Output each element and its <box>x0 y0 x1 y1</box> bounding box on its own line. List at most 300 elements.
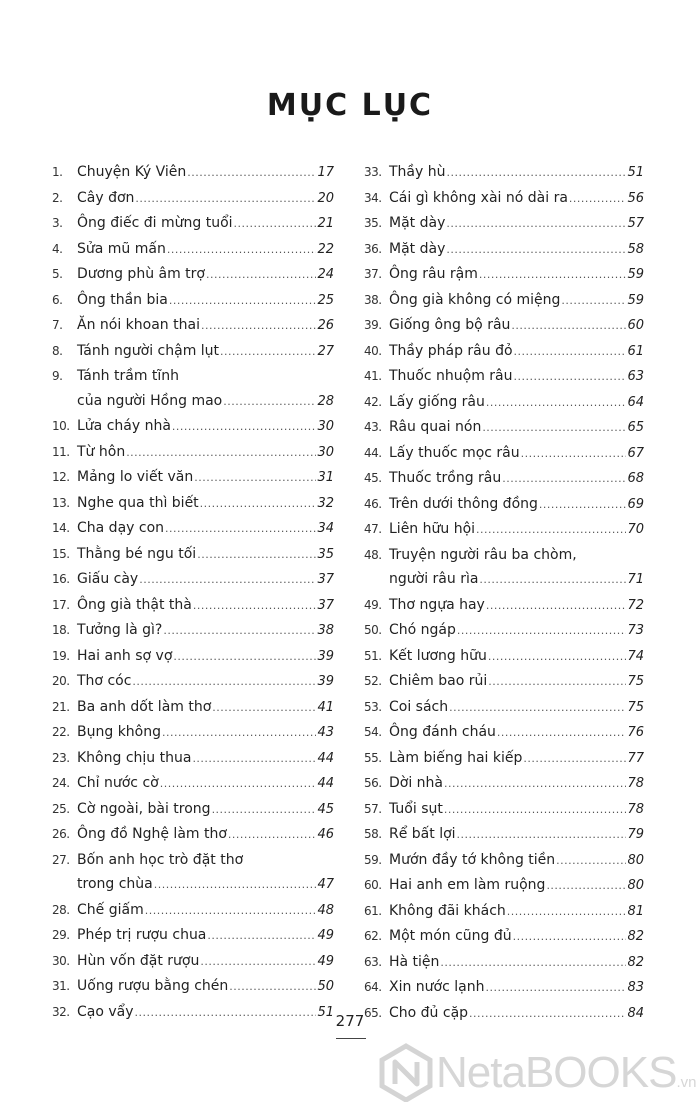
toc-entry-line <box>389 873 644 899</box>
toc-entry-title: Ông già thật thà <box>77 596 192 613</box>
toc-entry-line <box>389 771 644 797</box>
toc-entry-title: Phép trị rượu chua <box>77 927 207 943</box>
toc-entry <box>52 186 334 212</box>
toc-entry-title: Mướn đầy tớ không tiền <box>389 851 556 868</box>
dot-leader <box>523 747 626 772</box>
toc-entry-title: Tánh người chậm lụt <box>77 342 220 359</box>
toc-entry-page: 73 <box>627 623 644 638</box>
toc-entry-line <box>389 237 644 263</box>
toc-entry-number: 12. <box>52 470 70 484</box>
toc-entry-line <box>77 822 334 848</box>
toc-entry-title: Kết lương hữu <box>389 647 487 664</box>
toc-entry-number: 27. <box>52 852 70 867</box>
toc-entry-title: Xin nước lạnh <box>389 979 485 995</box>
toc-entry-body <box>77 720 334 746</box>
toc-entry-page: 82 <box>627 954 644 970</box>
toc-entry-title: Hà tiện <box>389 953 440 970</box>
toc-entry-number: 53. <box>364 699 382 714</box>
toc-entry-line <box>389 644 644 670</box>
dot-leader <box>172 415 317 440</box>
toc-entry-title: Thuốc nhuộm râu <box>389 368 513 384</box>
toc-entry-line <box>389 466 644 492</box>
toc-entry-line <box>389 211 644 237</box>
toc-entry <box>364 618 644 644</box>
toc-entry <box>364 186 644 212</box>
toc-entry-line <box>389 746 644 772</box>
toc-entry-page: 58 <box>627 241 644 257</box>
toc-entry-number: 65. <box>364 1005 382 1020</box>
toc-entry <box>364 288 644 314</box>
toc-entry-body <box>389 364 644 390</box>
toc-entry-title: Truyện người râu ba chòm, <box>389 546 577 563</box>
toc-entry-number: 28. <box>52 902 70 917</box>
toc-entry-number: 35. <box>364 216 382 230</box>
toc-entry <box>364 950 644 976</box>
toc-entry-line <box>389 618 644 644</box>
dot-leader <box>160 772 317 797</box>
toc-entry-number: 26. <box>52 827 70 841</box>
dot-leader <box>220 340 316 365</box>
toc-entry-number: 43. <box>364 420 382 434</box>
toc-entry-line <box>77 364 334 389</box>
toc-entry-line <box>77 797 334 823</box>
toc-entry <box>52 771 334 797</box>
toc-entry-page: 64 <box>627 394 644 410</box>
watermark-text <box>436 1048 696 1098</box>
dot-leader <box>162 721 316 746</box>
dot-leader <box>165 517 316 542</box>
toc-entry-number: 16. <box>52 572 70 586</box>
toc-entry-line <box>389 695 644 721</box>
toc-entry-line <box>77 746 334 772</box>
toc-entry-title: Từ hôn <box>77 443 126 460</box>
toc-entry-page: 21 <box>317 216 334 231</box>
toc-entry-page: 56 <box>627 190 644 206</box>
toc-entry-body <box>77 211 334 237</box>
dot-leader <box>444 798 627 823</box>
toc-entry-number: 44. <box>364 445 382 460</box>
toc-entry-title: Giống ông bộ râu <box>389 317 511 333</box>
toc-entry-body <box>77 414 334 440</box>
toc-entry-body <box>77 669 334 695</box>
toc-entry-number: 48. <box>364 547 382 562</box>
toc-entry-title: Thuốc trồng râu <box>389 470 502 486</box>
toc-entry-page: 44 <box>317 750 334 766</box>
toc-entry-title: Chó ngáp <box>389 622 456 638</box>
toc-entry-title: Chế giấm <box>77 901 144 918</box>
toc-entry-page: 74 <box>627 648 644 664</box>
toc-entry-body <box>77 288 334 314</box>
toc-entry-page: 30 <box>317 444 334 460</box>
toc-entry-number: 39. <box>364 318 382 332</box>
toc-entry <box>364 720 644 746</box>
toc-entry-body <box>389 313 644 339</box>
toc-entry-body <box>77 364 334 414</box>
toc-entry-body <box>77 771 334 797</box>
toc-entry-body <box>389 975 644 1001</box>
toc-entry-number: 10. <box>52 419 70 433</box>
toc-entry-title: người râu rìa <box>389 571 479 587</box>
toc-entry-line <box>389 262 644 288</box>
toc-entry-title: Hai anh sợ vợ <box>77 647 173 664</box>
toc-entry-number: 36. <box>364 241 382 256</box>
toc-entry-title: Chiêm bao rủi <box>389 673 488 689</box>
toc-entry-page: 45 <box>317 801 334 817</box>
toc-entry <box>52 542 334 568</box>
toc-entry-body <box>77 797 334 823</box>
toc-entry <box>52 211 334 237</box>
dot-leader <box>139 568 316 593</box>
toc-entry-line <box>389 848 644 874</box>
dot-leader <box>440 951 626 976</box>
toc-entry-body <box>389 211 644 237</box>
dot-leader <box>447 161 627 186</box>
toc-entry-page: 80 <box>627 878 644 893</box>
toc-entry-number: 37. <box>364 267 382 281</box>
toc-entry-line <box>77 898 334 924</box>
toc-entry-title: Hùn vốn đặt rượu <box>77 952 200 969</box>
toc-entry-line <box>389 543 644 568</box>
toc-entry-number: 1. <box>52 165 63 179</box>
toc-entry-title: Lấy giống râu <box>389 393 485 410</box>
toc-entry-line <box>77 720 334 746</box>
toc-entry-line <box>389 186 644 212</box>
toc-entry-title: Ông đồ Nghệ làm thơ <box>77 826 227 842</box>
dot-leader <box>212 696 316 721</box>
toc-entry-line <box>77 949 334 975</box>
dot-leader <box>514 340 627 365</box>
toc-entry-line <box>77 618 334 644</box>
toc-entry-page: 38 <box>317 623 334 638</box>
toc-entry-number: 45. <box>364 471 382 485</box>
toc-entry-title: Cây đơn <box>77 189 135 206</box>
toc-entry-number: 3. <box>52 216 63 230</box>
toc-entry-line <box>77 593 334 619</box>
toc-entry-line <box>389 669 644 695</box>
dot-leader <box>200 950 316 975</box>
toc-entry-body <box>389 848 644 874</box>
toc-entry-line <box>77 160 334 186</box>
dot-leader <box>212 798 317 823</box>
dot-leader <box>167 238 317 263</box>
toc-entry-title: Thơ ngựa hay <box>389 596 485 613</box>
dot-leader <box>194 466 316 491</box>
toc-entry-number: 4. <box>52 241 63 256</box>
toc-entry-page: 84 <box>627 1005 644 1021</box>
netabooks-logo-icon <box>378 1042 434 1102</box>
toc-entry <box>364 364 644 390</box>
toc-entry-body <box>389 466 644 492</box>
toc-entry-title: Lấy thuốc mọc râu <box>389 444 520 461</box>
toc-entry <box>52 288 334 314</box>
toc-entry-line <box>77 872 334 898</box>
toc-entry-page: 28 <box>317 393 334 409</box>
toc-entry-body <box>77 923 334 949</box>
toc-entry-number: 25. <box>52 801 70 816</box>
toc-entry-title: Trên dưới thông đồng <box>389 495 538 512</box>
toc-entry-title: Thầy pháp râu đỏ <box>389 342 513 359</box>
toc-entry <box>364 466 644 492</box>
toc-entry-body <box>77 822 334 848</box>
toc-entry <box>364 237 644 263</box>
toc-entry-number: 20. <box>52 674 70 688</box>
toc-entry-page: 51 <box>627 165 644 180</box>
toc-entry <box>364 797 644 823</box>
toc-entry-line <box>389 797 644 823</box>
toc-entry-number: 23. <box>52 750 70 765</box>
toc-entry-number: 29. <box>52 928 70 942</box>
toc-entry-line <box>389 160 644 186</box>
toc-entry-number: 34. <box>364 190 382 205</box>
toc-entry-number: 55. <box>364 750 382 765</box>
toc-entry-title: Mảng lo viết văn <box>77 469 194 485</box>
toc-entry-page: 78 <box>627 776 644 791</box>
dot-leader <box>539 493 627 518</box>
toc-entry <box>364 746 644 772</box>
dot-leader <box>476 518 626 543</box>
toc-entry-page: 59 <box>627 292 644 308</box>
dot-leader <box>488 645 627 670</box>
toc-entry <box>52 262 334 288</box>
toc-entry-body <box>77 313 334 339</box>
toc-entry-page: 70 <box>627 522 644 537</box>
toc-entry-body <box>389 237 644 263</box>
toc-entry <box>52 414 334 440</box>
toc-entry-number: 58. <box>364 827 382 841</box>
toc-entry-body <box>389 695 644 721</box>
toc-entry-body <box>389 543 644 593</box>
toc-entry-body <box>389 924 644 950</box>
toc-entry-number: 5. <box>52 267 63 281</box>
toc-entry-page: 35 <box>317 546 334 562</box>
toc-entry <box>364 415 644 441</box>
toc-entry-number: 19. <box>52 648 70 663</box>
watermark-brand: NetaBOOKS <box>436 1048 677 1097</box>
toc-entry-page: 80 <box>627 852 644 868</box>
toc-entry-line <box>77 313 334 339</box>
toc-entry-title: Hai anh em làm ruộng <box>389 877 546 893</box>
toc-entry-number: 49. <box>364 597 382 612</box>
toc-entry-title: Uống rượu bằng chén <box>77 978 229 994</box>
toc-entry-line <box>77 414 334 440</box>
toc-entry-line <box>77 848 334 873</box>
toc-entry-body <box>77 898 334 924</box>
toc-entry-body <box>77 567 334 593</box>
dot-leader <box>207 924 316 949</box>
toc-entry <box>52 695 334 721</box>
dot-leader <box>197 543 316 568</box>
toc-entry-title: Sửa mũ mấn <box>77 240 166 257</box>
dot-leader <box>546 874 626 899</box>
toc-entry-title: Dời nhà <box>389 775 444 791</box>
toc-entry-body <box>389 593 644 619</box>
toc-entry <box>364 822 644 848</box>
dot-leader <box>234 212 317 237</box>
toc-entry-line <box>77 211 334 237</box>
dot-leader <box>497 721 627 746</box>
toc-entry-page: 47 <box>317 877 334 892</box>
toc-entry-page: 51 <box>317 1004 334 1020</box>
toc-entry <box>364 695 644 721</box>
dot-leader <box>145 899 317 924</box>
toc-entry-body <box>389 746 644 772</box>
toc-column-left <box>52 160 334 1025</box>
toc-entry-body <box>389 669 644 695</box>
dot-leader <box>192 747 316 772</box>
toc-entry-line <box>77 440 334 466</box>
toc-entry-line <box>77 288 334 314</box>
toc-entry-page: 67 <box>627 445 644 461</box>
page-number: 277 <box>335 1012 365 1030</box>
toc-entry-body <box>77 542 334 568</box>
toc-entry-number: 17. <box>52 597 70 612</box>
toc-entry-body <box>77 262 334 288</box>
toc-entry <box>52 567 334 593</box>
toc-entry <box>52 491 334 517</box>
toc-entry-number: 51. <box>364 648 382 663</box>
toc-entry-number: 46. <box>364 496 382 511</box>
toc-entry <box>52 465 334 491</box>
toc-entry-title: Một món cũng đủ <box>389 928 512 944</box>
dot-leader <box>514 365 627 390</box>
toc-entry-line <box>389 822 644 848</box>
toc-entry-line <box>77 186 334 212</box>
toc-entry-title: Chỉ nước cờ <box>77 775 159 791</box>
toc-entry <box>52 822 334 848</box>
toc-entry-body <box>77 465 334 491</box>
toc-entry-body <box>389 186 644 212</box>
dot-leader <box>482 416 626 441</box>
toc-entry-page: 39 <box>317 648 334 664</box>
toc-entry <box>364 211 644 237</box>
toc-entry-page: 41 <box>317 699 334 715</box>
toc-entry <box>364 543 644 593</box>
toc-entry-number: 33. <box>364 165 382 179</box>
toc-entry-number: 52. <box>364 674 382 688</box>
dot-leader <box>485 976 626 1001</box>
toc-entry-title: Ông đánh cháu <box>389 724 496 740</box>
toc-entry <box>364 262 644 288</box>
toc-entry <box>364 339 644 365</box>
toc-entry <box>364 517 644 543</box>
toc-entry-body <box>389 822 644 848</box>
toc-entry <box>364 848 644 874</box>
toc-entry <box>52 339 334 365</box>
toc-entry <box>364 160 644 186</box>
toc-entry <box>52 720 334 746</box>
toc-entry-title: Nghe qua thì biết <box>77 494 199 511</box>
toc-entry-line <box>389 517 644 543</box>
dot-leader <box>486 391 627 416</box>
toc-entry-number: 22. <box>52 725 70 739</box>
toc-entry <box>52 974 334 1000</box>
toc-entry-body <box>77 618 334 644</box>
toc-entry-number: 7. <box>52 318 63 332</box>
page-number-rule <box>336 1038 366 1039</box>
toc-entry-title: Râu quai nón <box>389 419 482 435</box>
toc-entry <box>364 593 644 619</box>
toc-entry-body <box>77 593 334 619</box>
toc-entry-number: 50. <box>364 623 382 637</box>
toc-entry-line <box>389 924 644 950</box>
toc-entry <box>364 924 644 950</box>
toc-entry-body <box>77 160 334 186</box>
toc-entry-page: 77 <box>627 750 644 766</box>
toc-entry <box>364 644 644 670</box>
toc-entry-title: Lửa cháy nhà <box>77 418 171 434</box>
toc-entry-title: Rể bất lợi <box>389 826 456 842</box>
toc-entry-number: 54. <box>364 725 382 739</box>
toc-entry-title: Cạo vẩy <box>77 1003 134 1020</box>
toc-entry-title: của người Hồng mao <box>77 392 223 409</box>
toc-entry <box>52 593 334 619</box>
toc-entry-number: 40. <box>364 343 382 358</box>
toc-entry-body <box>77 186 334 212</box>
toc-entry-title: Không chịu thua <box>77 749 192 766</box>
toc-entry <box>52 669 334 695</box>
toc-entry-page: 30 <box>317 419 334 434</box>
toc-entry-title: Cờ ngoài, bài trong <box>77 800 211 817</box>
toc-entry-title: trong chùa <box>77 876 153 892</box>
toc-entry-page: 25 <box>317 292 334 308</box>
toc-entry-page: 26 <box>317 318 334 333</box>
toc-entry-page: 75 <box>627 674 644 689</box>
toc-entry-body <box>77 848 334 898</box>
toc-entry-page: 34 <box>317 521 334 536</box>
toc-entry-line <box>389 339 644 365</box>
toc-entry-page: 81 <box>627 903 644 919</box>
toc-entry-line <box>77 669 334 695</box>
toc-entry <box>52 949 334 975</box>
toc-entry-page: 17 <box>317 165 334 180</box>
dot-leader <box>488 670 626 695</box>
toc-entry <box>52 237 334 263</box>
toc-entry-body <box>389 517 644 543</box>
toc-entry-number: 24. <box>52 776 70 790</box>
toc-entry-title: Làm biếng hai kiếp <box>389 749 523 766</box>
toc-entry <box>52 644 334 670</box>
toc-entry-page: 65 <box>627 420 644 435</box>
toc-entry-page: 43 <box>317 725 334 740</box>
toc-entry-page: 68 <box>627 471 644 486</box>
toc-entry-number: 6. <box>52 292 63 307</box>
dot-leader <box>126 441 316 466</box>
toc-entry-body <box>77 974 334 1000</box>
toc-entry-number: 14. <box>52 521 70 535</box>
toc-entry-page: 24 <box>317 267 334 282</box>
toc-entry <box>52 746 334 772</box>
toc-entry-line <box>77 923 334 949</box>
toc-column-right <box>364 160 644 1026</box>
toc-entry-number: 61. <box>364 903 382 918</box>
toc-entry-page: 27 <box>317 343 334 359</box>
toc-entry-page: 48 <box>317 902 334 918</box>
toc-entry <box>52 313 334 339</box>
toc-entry-number: 57. <box>364 801 382 816</box>
toc-entry-page: 31 <box>317 470 334 485</box>
toc-entry-body <box>389 644 644 670</box>
toc-entry-title: Chuyện Ký Viên <box>77 164 187 180</box>
toc-entry <box>52 848 334 898</box>
toc-entry-line <box>77 465 334 491</box>
toc-entry-title: Tuổi sụt <box>389 800 443 817</box>
toc-entry-body <box>389 618 644 644</box>
toc-entry-title: Cái gì không xài nó dài ra <box>389 189 568 206</box>
toc-entry-body <box>389 492 644 518</box>
toc-entry-body <box>389 288 644 314</box>
toc-entry-line <box>389 313 644 339</box>
toc-entry-line <box>77 262 334 288</box>
